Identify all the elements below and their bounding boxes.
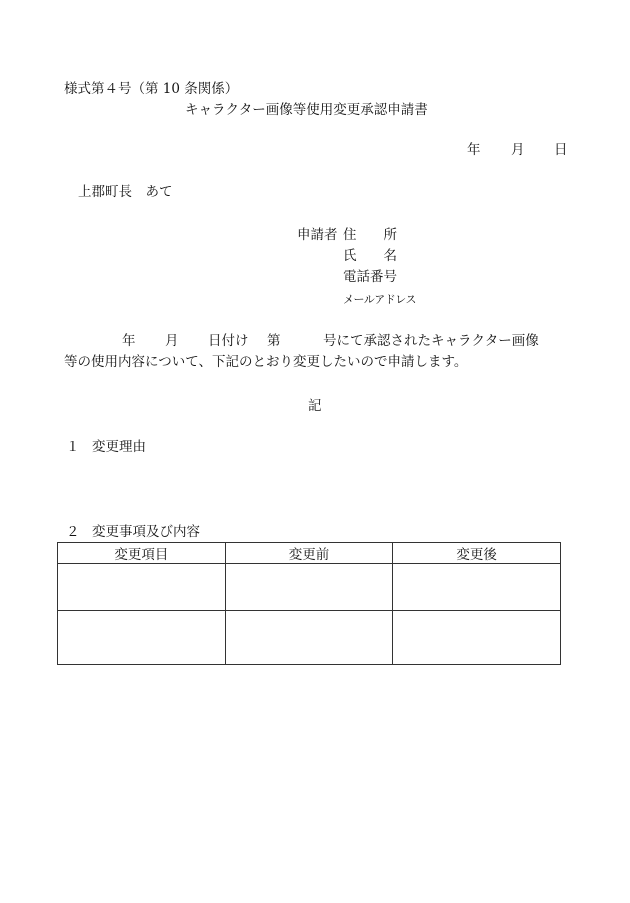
table-cell-before[interactable] xyxy=(225,564,393,611)
applicant-prefix: 申請者 xyxy=(297,227,338,243)
date-day: 日 xyxy=(554,142,568,158)
section2-number: ２ xyxy=(66,524,80,540)
body-no: 第 xyxy=(267,333,281,349)
section1-title: 変更理由 xyxy=(92,439,146,455)
applicant-phone-label: 電話番号 xyxy=(343,269,397,285)
table-header-row xyxy=(58,543,561,564)
section2-title: 変更事項及び内容 xyxy=(92,524,200,540)
changes-table xyxy=(57,542,561,665)
form-id: 様式第４号（第 10 条関係） xyxy=(64,81,239,97)
section1-number: １ xyxy=(66,439,80,455)
table-row xyxy=(58,611,561,665)
header-item: 変更項目 xyxy=(58,543,226,564)
table-cell-after[interactable] xyxy=(393,611,561,665)
addressee: 上郡町長 あて xyxy=(78,184,173,200)
body-month: 月 xyxy=(165,333,179,349)
table-cell-item[interactable] xyxy=(58,611,226,665)
ki-heading: 記 xyxy=(308,398,322,414)
date-month: 月 xyxy=(511,142,525,158)
body-line2: 等の使用内容について、下記のとおり変更したいので申請します。 xyxy=(64,354,468,370)
table-row xyxy=(58,564,561,611)
body-dated: 日付け xyxy=(208,333,249,349)
applicant-address-label: 住 所 xyxy=(343,227,397,243)
date-year: 年 xyxy=(467,142,481,158)
table-cell-item[interactable] xyxy=(58,564,226,611)
table-cell-after[interactable] xyxy=(393,564,561,611)
table-cell-before[interactable] xyxy=(225,611,393,665)
body-line1-rest: 号にて承認されたキャラクター画像 xyxy=(323,333,539,349)
body-year: 年 xyxy=(122,333,136,349)
applicant-name-label: 氏 名 xyxy=(343,248,397,264)
header-after: 変更後 xyxy=(393,543,561,564)
document-title: キャラクター画像等使用変更承認申請書 xyxy=(185,102,428,118)
header-before: 変更前 xyxy=(225,543,393,564)
applicant-email-label: メールアドレス xyxy=(343,293,416,306)
